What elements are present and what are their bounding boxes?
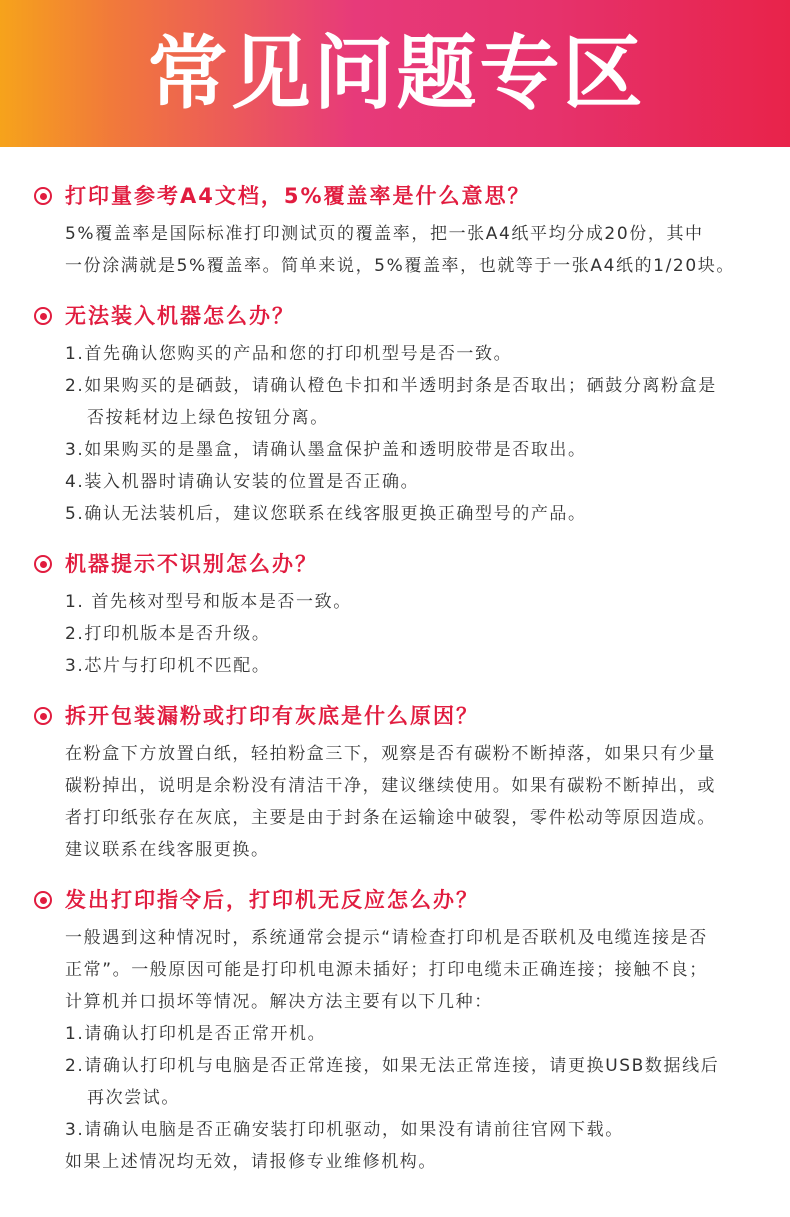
answer-line: 如果上述情况均无效，请报修专业维修机构。 bbox=[65, 1152, 437, 1172]
faq-answer bbox=[0, 218, 790, 282]
answer-line: 1. 首先核对型号和版本是否一致。 bbox=[65, 592, 352, 612]
answer-line: 建议联系在线客服更换。 bbox=[65, 840, 270, 860]
faq-answer bbox=[0, 338, 790, 530]
answer-line: 一般遇到这种情况时，系统通常会提示“请检查打印机是否联机及电缆连接是否 bbox=[65, 928, 708, 948]
faq-item bbox=[0, 548, 790, 682]
faq-question bbox=[0, 548, 790, 580]
faq-question-text: 拆开包装漏粉或打印有灰底是什么原因？ bbox=[65, 704, 479, 728]
faq-question bbox=[0, 700, 790, 732]
answer-line: 在粉盒下方放置白纸，轻拍粉盒三下，观察是否有碳粉不断掉落，如果只有少量 bbox=[65, 744, 716, 764]
answer-line: 2.如果购买的是硒鼓，请确认橙色卡扣和半透明封条是否取出；硒鼓分离粉盒是 bbox=[65, 376, 717, 396]
faq-question bbox=[0, 300, 790, 332]
answer-line: 一份涂满就是5%覆盖率。简单来说，5%覆盖率，也就等于一张A4纸的1/20块。 bbox=[65, 256, 735, 276]
answer-line: 5.确认无法装机后，建议您联系在线客服更换正确型号的产品。 bbox=[65, 504, 587, 524]
answer-line: 2.打印机版本是否升级。 bbox=[65, 624, 271, 644]
faq-question bbox=[0, 884, 790, 916]
answer-line: 5%覆盖率是国际标准打印测试页的覆盖率，把一张A4纸平均分成20份，其中 bbox=[65, 224, 704, 244]
faq-question-text: 发出打印指令后，打印机无反应怎么办？ bbox=[65, 888, 479, 912]
faq-question bbox=[0, 180, 790, 212]
answer-line: 计算机并口损坏等情况。解决方法主要有以下几种： bbox=[65, 992, 493, 1012]
bullseye-icon bbox=[34, 891, 52, 909]
faq-question-text: 机器提示不识别怎么办？ bbox=[65, 552, 318, 576]
faq-question-text: 无法装入机器怎么办？ bbox=[65, 304, 295, 328]
answer-line: 正常”。一般原因可能是打印机电源未插好；打印电缆未正确连接；接触不良； bbox=[65, 960, 708, 980]
faq-answer bbox=[0, 586, 790, 682]
faq-list bbox=[0, 147, 790, 1178]
answer-line: 3.请确认电脑是否正确安装打印机驱动，如果没有请前往官网下载。 bbox=[65, 1120, 624, 1140]
answer-line: 碳粉掉出，说明是余粉没有清洁干净，建议继续使用。如果有碳粉不断掉出，或 bbox=[65, 776, 716, 796]
answer-line: 4.装入机器时请确认安装的位置是否正确。 bbox=[65, 472, 420, 492]
answer-line: 1.首先确认您购买的产品和您的打印机型号是否一致。 bbox=[65, 344, 513, 364]
faq-question-text: 打印量参考A4文档，5%覆盖率是什么意思？ bbox=[65, 184, 531, 208]
faq-banner bbox=[0, 0, 790, 147]
faq-item bbox=[0, 300, 790, 530]
faq-item bbox=[0, 700, 790, 866]
bullseye-icon bbox=[34, 307, 52, 325]
bullseye-icon bbox=[34, 555, 52, 573]
answer-line-continued: 否按耗材边上绿色按钮分离。 bbox=[87, 408, 329, 428]
bullseye-icon bbox=[34, 707, 52, 725]
answer-line: 3.如果购买的是墨盒，请确认墨盒保护盖和透明胶带是否取出。 bbox=[65, 440, 587, 460]
page-title: 常见问题专区 bbox=[147, 26, 646, 120]
faq-answer bbox=[0, 738, 790, 866]
faq-item bbox=[0, 884, 790, 1178]
answer-line: 3.芯片与打印机不匹配。 bbox=[65, 656, 271, 676]
bullseye-icon bbox=[34, 187, 52, 205]
faq-answer bbox=[0, 922, 790, 1178]
answer-line: 1.请确认打印机是否正常开机。 bbox=[65, 1024, 327, 1044]
answer-line: 者打印纸张存在灰底，主要是由于封条在运输途中破裂，零件松动等原因造成。 bbox=[65, 808, 716, 828]
answer-line: 2.请确认打印机与电脑是否正常连接，如果无法正常连接，请更换USB数据线后 bbox=[65, 1056, 720, 1076]
answer-line-continued: 再次尝试。 bbox=[87, 1088, 180, 1108]
faq-item bbox=[0, 180, 790, 282]
